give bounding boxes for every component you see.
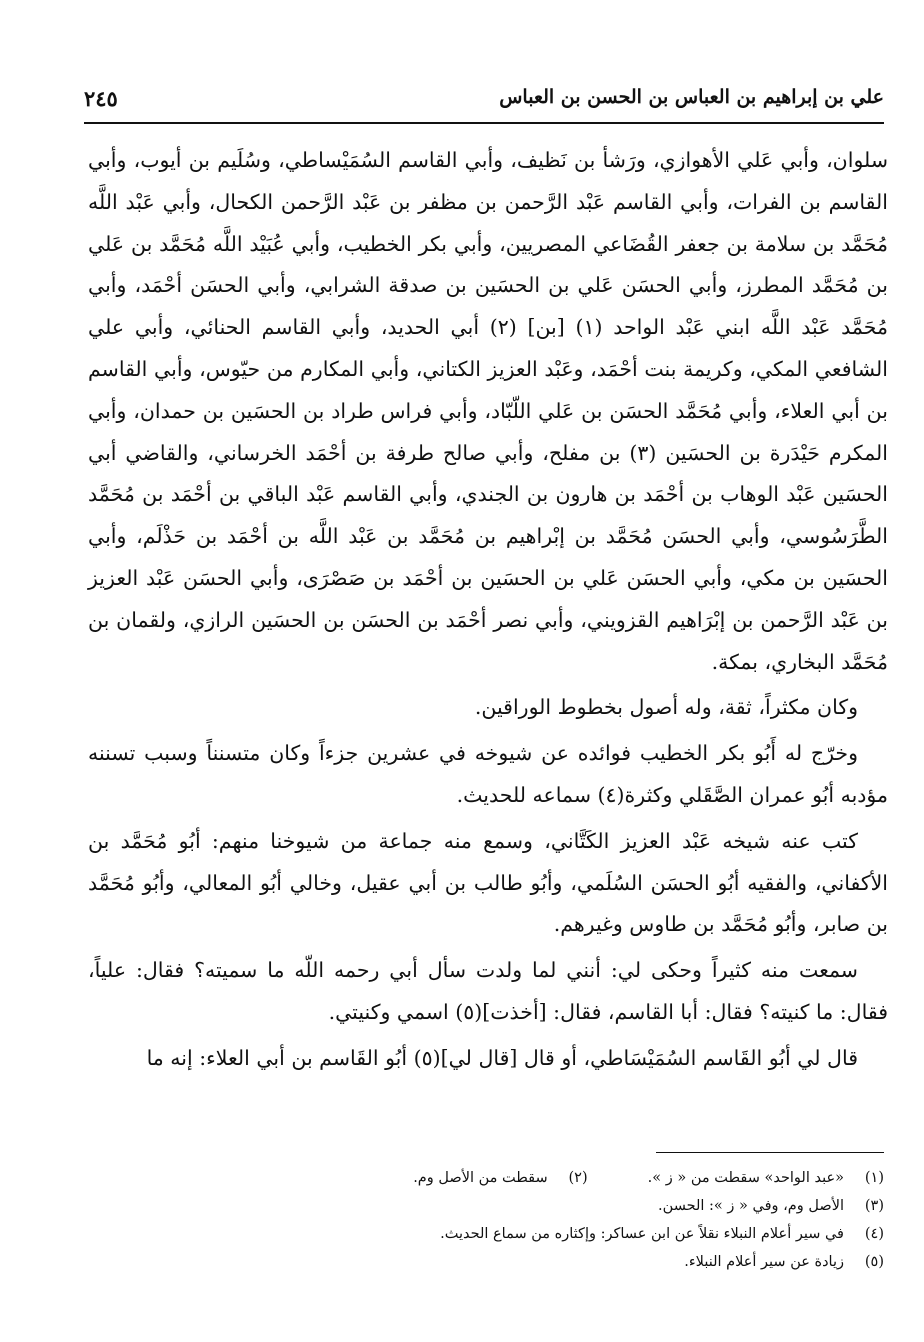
footnote-1 <box>648 1164 884 1192</box>
header-rule <box>84 122 884 124</box>
paragraph-reliability: وكان مكثراً، ثقة، وله أصول بخطوط الوراقين. <box>474 695 858 720</box>
paragraph-students: كتب عنه شيخه عَبْد العزيز الكَتَّاني، وسمع منه جماعة من شيوخنا منهم: أبُو مُحَمَّد بن الأكفاني، والفقيه أبُو الحسَن السُلَمي، وأبُو طالب بن أبي عقيل، وخالي أبُو المعالي، وأبُو مُحَمَّد بن صابر، وأبُو مُحَمَّد بن طاوس وغيرهم. <box>88 828 888 937</box>
footnote-line <box>60 1164 884 1192</box>
footnote-number: (٤) <box>864 1226 884 1242</box>
paragraph-teachers: سلوان، وأبي عَلي الأهوازي، ورَشأ بن نَظيف، وأبي القاسم السُمَيْساطي، وسُلَيم بن أيوب، وأبي القاسم بن الفرات، وأبي القاسم عَبْد الرَّحمن بن مظفر بن عَبْد الرَّحمن الكحال، وأبي عَبْد اللَّه مُحَمَّد بن سلامة بن جعفر القُضَاعي المصريين، وأبي بكر الخطيب، وأبي عُبَيْد اللَّه مُحَمَّد بن عَلي بن مُحَمَّد المطرز، وأبي الحسَن عَلي بن الحسَين بن صدقة الشرابي، وأبي الحسَن أحْمَد، وأبي مُحَمَّد عَبْد اللَّه ابني عَبْد الواحد (١) [بن] (٢) أبي الحديد، وأبي القاسم الحنائي، وأبي علي الشافعي المكي، وكريمة بنت أحْمَد، وعَبْد العزيز الكتاني، وأبي المكارم من حيّوس، وأبي القاسم بن أبي العلاء، وأبي مُحَمَّد الحسَن بن عَلي اللّبّاد، وأبي فراس طراد بن الحسَين بن حمدان، وأبي المكرم حَيْدَرة بن الحسَين (٣) بن مفلح، وأبي صالح طرفة بن أحْمَد الخرساني، والقاضي أبي الحسَين عَبْد الوهاب بن أحْمَد بن هارون بن الجندي، وأبي القاسم عَبْد الباقي بن أحْمَد بن مُحَمَّد الطَّرَسُوسي، وأبي الحسَن مُحَمَّد بن إبْراهيم بن مُحَمَّد بن عَبْد اللَّه بن أحْمَد بن حَذْلَم، وأبي الحسَين بن مكي، وأبي الحسَن عَلي بن الحسَين بن أحْمَد بن صَصْرَى، وأبي الحسَن عَبْد العزيز بن عَبْد الرَّحمن بن إبْرَاهيم القزويني، وأبي نصر أحْمَد بن الحسَن بن الحسَين الرازي، ولقمان بن مُحَمَّد البخاري، بمكة. <box>88 148 888 674</box>
footnote-number: (٢) <box>568 1170 588 1186</box>
footnote-number: (١) <box>864 1170 884 1186</box>
footnote-gap <box>588 1164 648 1192</box>
footnote-text: الأصل وم، وفي « ز »: الحسن. <box>658 1198 844 1214</box>
footnote-4 <box>60 1220 884 1248</box>
paragraph-khatib: وخرّج له أَبُو بكر الخطيب فوائده عن شيوخه في عشرين جزءاً وكان متسنناً وسبب تسننه مؤدبه أبُو عمران الصَّقَلي وكثرة(٤) سماعه للحديث. <box>88 741 888 807</box>
page-number: ٢٤٥ <box>84 86 118 111</box>
footnote-rule <box>656 1152 884 1153</box>
footnote-number: (٥) <box>864 1254 884 1270</box>
footnote-text: في سير أعلام النبلاء نقلاً عن ابن عساكر: وإكثاره من سماع الحديث. <box>440 1226 844 1242</box>
footnote-text: سقطت من الأصل وم. <box>413 1170 548 1186</box>
footnote-number: (٣) <box>864 1198 884 1214</box>
footnote-text: «عبد الواحد» سقطت من « ز ». <box>647 1170 844 1186</box>
main-text <box>88 140 888 1080</box>
running-header <box>84 86 884 120</box>
paragraph-samisati: قال لي أبُو القَاسم السُمَيْسَاطي، أو قال [قال لي](٥) أبُو القَاسم بن أبي العلاء: إنه ما <box>146 1045 858 1070</box>
footnote-5 <box>60 1248 884 1276</box>
footnote-text: زيادة عن سير أعلام النبلاء. <box>684 1254 844 1270</box>
footnotes <box>60 1164 884 1276</box>
footnote-3 <box>60 1192 884 1220</box>
footnote-2 <box>413 1164 587 1192</box>
header-title: علي بن إبراهيم بن العباس بن الحسن بن العباس <box>499 86 884 108</box>
paragraph-naming: سمعت منه كثيراً وحكى لي: أنني لما ولدت سأل أبي رحمه اللّه ما سميته؟ فقال: علياً، فقال: ما كنيته؟ فقال: أبا القاسم، فقال: [أخذت](٥) اسمي وكنيتي. <box>88 958 888 1024</box>
